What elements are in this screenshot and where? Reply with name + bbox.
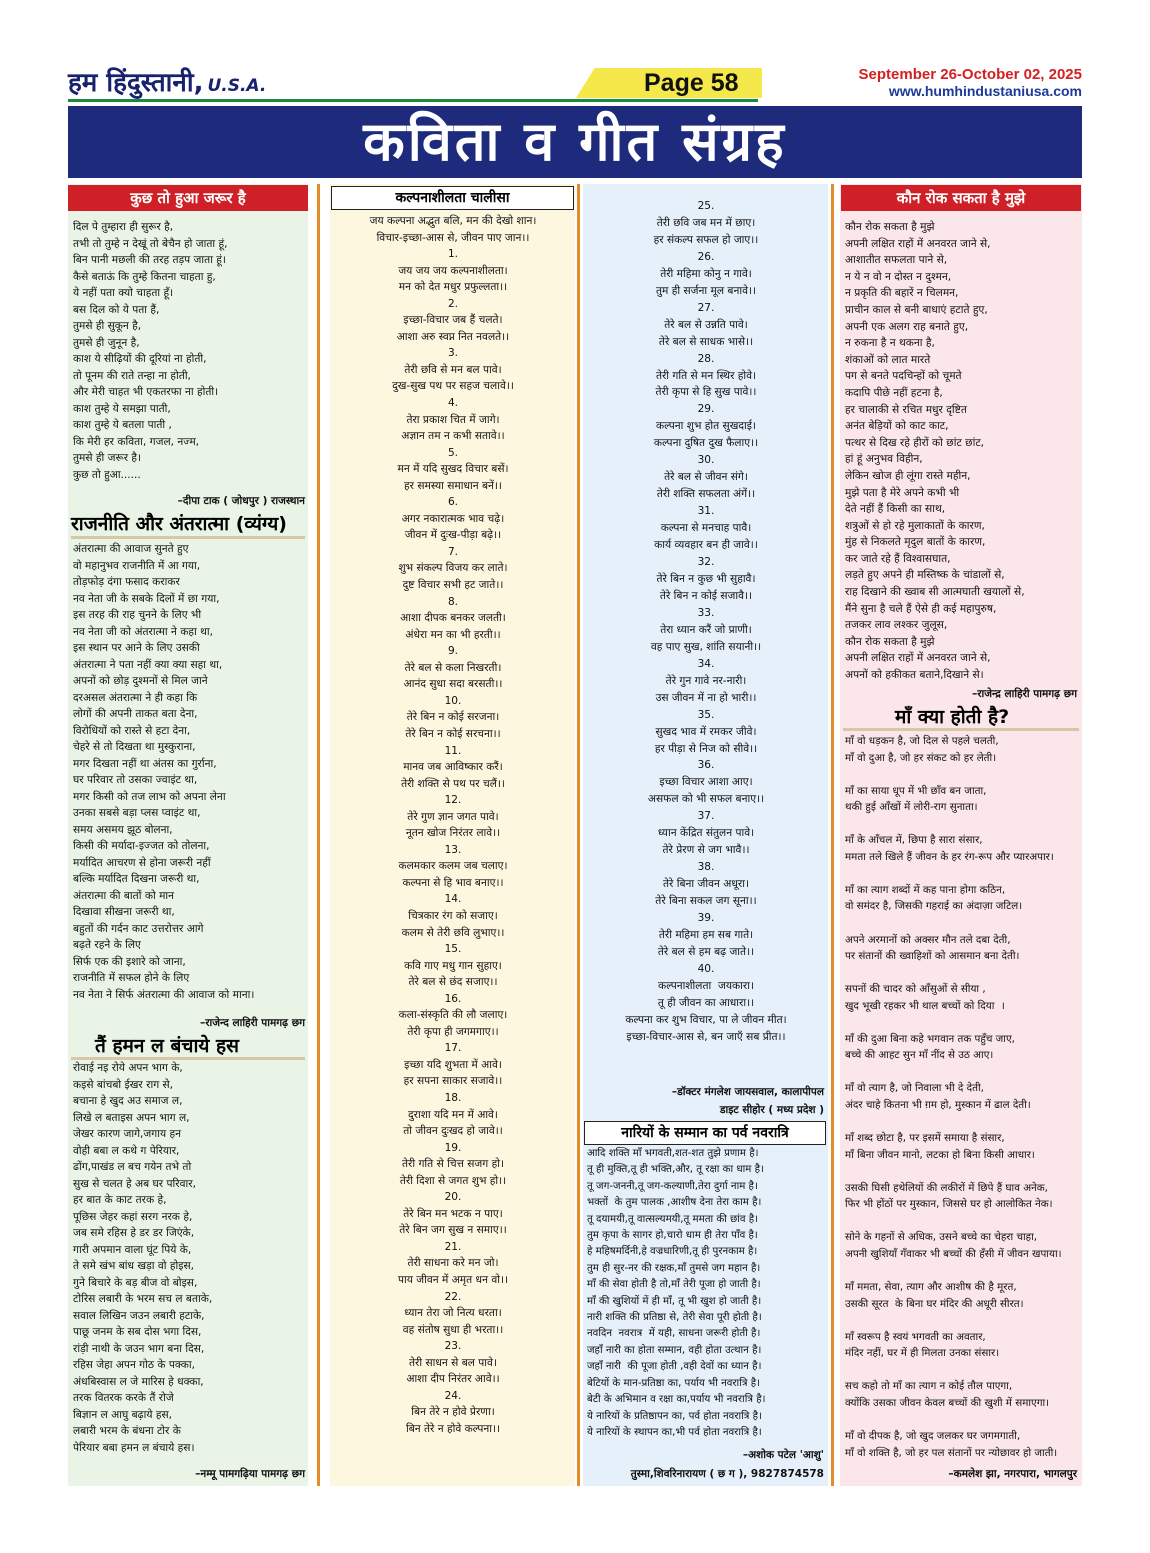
poem-text-kalpana-part-1: जय कल्पना अद्भुत बलि, मन की देखो शान। विचार-इच्छा-आस से, जीवन पाए जान।। 1. जय जय जय कल्पनाशीलता। मन को देत मधुर प्रफुल्लता।। 2. इच्छा-विचार जब हैं चलते। आशा अरु स्वप्न नित नवलते।। 3. तेरी छवि से मन बल पावे। दुख-सुख पथ पर सहज चलावे।। 4. तेरा प्रकाश चित में जागे। अज्ञान तम न कभी सतावे।। 5. मन में यदि सुखद विचार बसें। हर समस्या समाधान बनें।। 6. अगर नकारात्मक भाव चढ़े। जीवन में दुःख-पीड़ा बढ़े।। 7. शुभ संकल्प विजय कर लाते। दुष्ट विचार सभी हट जाते।। 8. आशा दीपक बनकर जलती। अंधेरा मन का भी हरती।। 9. तेरे बल से कला निखरती। आनंद सुधा सदा बरसती।। 10. तेरे बिन न कोई सरजना। तेरे बिन न कोई सरचना।। 11. मानव जब आविष्कार करैं। तेरी शक्ति से पथ पर चलैं।। 12. तेरे गुण ज्ञान जगत पावे। नूतन खोज निरंतर लावे।। 13. कलमकार कलम जब चलाए। कल्पना से हि भाव बनाए।। 14. चित्रकार रंग को सजाए। कलम से तेरी छवि लुभाए।। 15. कवि गाए मधु गान सुहाए। तेरे बल से छंद सजाए।। 16. कला-संस्कृति की लौ जलाए। तेरी कृपा ही जगमगाए।। 17. इच्छा यदि शुभता में आवे। हर सपना साकार सजावे।। 18. दुराशा यदि मन में आवे। तो जीवन दुःखद हो जावे।। 19. तेरी गति से चित्त सजग हो। तेरी दिशा से जगत शुभ हो।। 20. तेरे बिन मन भटक न पाए। तेरे बिन जग सुख न समाए।। 21. तेरी साधना करे मन जो। पाय जीवन में अमृत धन वो।। 22. ध्यान तेरा जो नित्य धरता। वह संतोष सुधा ही भरता।। 23. तेरी साधन से बल पावे। आशा दीप निरंतर आवे।। 24. बिन तेरे न होवे प्रेरणा। बिन तेरे न होवे कल्पना।। bbox=[369, 215, 537, 1435]
poem-text-nariyon: आदि शक्ति माँ भगवती,शत-शत तुझे प्रणाम है। तू ही मुक्ति,तू ही भक्ति,और, तू रक्षा का धाम है। तू जग-जननी,तू जग-कल्याणी,तेरा दुर्गा नाम है। भक्तों के तुम पालक ,आशीष देना तेरा काम है। तू दयामयी,तू वात्सल्यमयी,तू ममता की छांव है। तुम कृपा के सागर हो,चारो धाम ही तेरा पाँव है। हे महिषमर्दिनी,हे वज्रधारिणी,तू ही पुरनकाम है। तुम ही सुर-नर की रक्षक,माँ तुमसे जग महान है। माँ की सेवा होती है तो,माँ तेरी पूजा हो जाती है। माँ की खुशियों में ही माँ, तू भी खुश हो जाती है। नारी शक्ति की प्रतिष्ठा से, तेरी सेवा पूरी होती है। नवदिन नवरात्र में यही, साधना जरूरी होती है। जहाँ नारी का होता सम्मान, वही होता उत्थान है। जहाँ नारी की पूजा होती ,वही देवों का ध्यान है। बेटियों के मान-प्रतिष्ठा का, पर्याय भी नवरात्रि है। बेटी के अभिमान व रक्षा का,पर्याय भी नवरात्रि है। ये नारियों के प्रतिष्ठापन का, पर्व होता नवरात्रि है। ये नारियों के स्थापन का,भी पर्व होता नवरात्रि है। bbox=[587, 1148, 766, 1438]
section-banner bbox=[68, 106, 1082, 178]
masthead-underline bbox=[68, 99, 758, 102]
poem-text-kuch-to-hua: दिल पे तुम्हारा ही सुरूर है, तभी तो तुम्हे न देखूं तो बेचैन हो जाता हूं, बिन पानी मछली की तरह तड़प जाता हूं। कैसे बताऊं कि तुम्हे कितना चाहता हु, ये नहीं पता क्यो चाहता हूँ। बस दिल को ये पता हैं, तुमसे ही सुकून है, तुमसे ही जुनून है, काश ये सीढ़ियों की दूरियां ना होती, तो पूनम की राते तन्हा ना होती, और मेरी चाहत भी एकतरफा ना होती। काश तुम्हे ये समझा पाती, काश तुम्हे ये बतला पाती , कि मेरी हर कविता, गजल, नज्म, तुमसे ही जरूर है। कुछ तो हुआ...... bbox=[73, 221, 228, 481]
poem-title-nariyon: नारियों के सम्मान का पर्व नवरात्रि bbox=[584, 1121, 826, 1145]
masthead bbox=[68, 66, 1082, 102]
poem-text-maa: माँ वो धड़कन है, जो दिल से पहले चलती, माँ वो दुआ है, जो हर संकट को हर लेती। माँ का साया धूप में भी छाँव बन जाता, थकी हुई आँखों में लोरी-राग सुनाता। माँ के आँचल में, छिपा है सारा संसार, ममता तले खिले हैं जीवन के हर रंग-रूप और प्यारअपार। माँ का त्याग शब्दों में कह पाना होगा कठिन, वो समंदर है, जिसकी गहराई का अंदाज़ा जटिल। अपने अरमानों को अक्सर मौन तले दबा देती, पर संतानों की ख्वाहिशों को आसमान बना देती। सपनों की चादर को आँसुओं से सीया , खुद भूखी रहकर भी थाल बच्चों को दिया । माँ की दुआ बिना कहे भगवान तक पहुँच जाए, बच्चे की आहट सुन माँ नींद से उठ आए। माँ वो त्याग है, जो निवाला भी दे देती, अंदर चाहे कितना भी ग़म हो, मुस्कान में ढाल देती। माँ शब्द छोटा है, पर इसमें समाया है संसार, माँ बिना जीवन मानो, लटका हो बिना किसी आधार। उसकी घिसी हथेलियों की लकीरों में छिपे हैं घाव अनेक, फिर भी होंठों पर मुस्कान, जिससे घर हो आलोकित नेक। सोने के गहनों से अधिक, उसने बच्चे का चेहरा चाहा, अपनी खुशियाँ गँवाकर भी बच्चों की हँसी में जीवन खपाया। माँ ममता, सेवा, त्याग और आशीष की है मूरत, उसकी सूरत के बिना घर मंदिर की अधूरी सीरत। माँ स्वरूप है स्वयं भगवती का अवतार, मंदिर नहीं, घर में ही मिलता उनका संसार। सच कहो तो माँ का त्याग न कोई तौल पाएगा, क्योंकि उसका जीवन केवल बच्चों की खुशी में समाएगा। माँ वो दीपक है, जो खुद जलकर घर जगमगाती, माँ वो शक्ति है, जो हर पल संतानों पर न्योछावर हो जाती। bbox=[845, 735, 1062, 1459]
poem-author-rajniti: –राजेन्द लाहिरी पामगढ़ छग bbox=[199, 1017, 305, 1029]
poem-text-kaun-rok: कौन रोक सकता है मुझे अपनी लक्षित राहों में अनवरत जाने से, आशातीत सफलता पाने से, न ये न वो न दोस्त न दुश्मन, न प्रकृति की बहारें न चिलमन, प्राचीन काल से बनी बाधाएं हटाते हुए, अपनी एक अलग राह बनाते हुए, न रुकना है न थकना है, शंकाओं को लात मारते पग से बनते पदचिन्हों को चूमते कदापि पीछे नहीं हटना है, हर चालाकी से रचित मधुर दृष्टित अनंत बेड़ियों को काट काट, पत्थर से दिख रहे हीरों को छांट छांट, हां हूं अनुभव विहीन, लेकिन खोज ही लूंगा रास्ते महीन, मुझे पता है मेरे अपने कभी भी देते नहीं हैं किसी का साथ, शत्रुओं से हो रहे मुलाकातों के कारण, मुंह से निकलते मृदुल बातों के कारण, कर जाते रहे हैं विश्वासघात, लड़ते हुए अपने ही मस्तिष्क के चांडालों से, राह दिखाने की ख्वाब सी आत्मघाती खयालों से, मैंने सुना है चले हैं ऐसे ही कई महापुरुष, तजकर लाव लश्कर जुलूस, कौन रोक सकता है मुझे अपनी लक्षित राहों में अनवरत जाने से, अपनों को हकीकत बताने,दिखाने से। bbox=[845, 221, 1025, 682]
poem-title-rajniti: राजनीति और अंतरात्मा (व्यंग्य) bbox=[71, 513, 287, 535]
poem-author-nariyon: –अशोक पटेल 'आशु' bbox=[742, 1449, 824, 1461]
poem-author-kuch-to-hua: –दीपा टाक ( जोधपुर ) राजस्थान bbox=[177, 495, 305, 507]
title-underline bbox=[71, 536, 305, 539]
poem-title-kuch-to-hua: कुछ तो हुआ जरूर है bbox=[68, 185, 308, 211]
website-link[interactable]: www.humhindustaniusa.com bbox=[888, 83, 1082, 99]
poem-text-rajniti: अंतरात्मा की आवाज सुनते हुए वो महानुभव राजनीति में आ गया, तोड़फोड़ दंगा फसाद कराकर नव नेता जी के सबके दिलों में छा गया, इस तरह की राह चुनने के लिए भी नव नेता जी को अंतरात्मा ने कहा था, इस स्थान पर आने के लिए उसकी अंतरात्मा ने पता नहीं क्या क्या सहा था, अपनों को छोड़ दुश्मनों से मिल जाने दरअसल अंतरात्मा ने ही कहा कि लोगों की अपनी ताकत बता देना, विरोधियों को रास्ते से हटा देना, चेहरे से तो दिखता था मुस्कुराना, मगर दिखता नहीं था अंतस का गुर्राना, घर परिवार तो उसका ज्वाइंट था, मगर किसी को तज लाभ को अपना लेना उनका सबसे बड़ा प्लस प्वाइंट था, समय असमय झूठ बोलना, किसी की मर्यादा-इज्जत को तोलना, मर्यादित आचरण से होना जरूरी नहीं बल्कि मर्यादित दिखना जरूरी था, अंतरात्मा की बातों को मान दिखावा सीखना जरूरी था, बहुतों की गर्दन काट उत्तरोत्तर आगे बढ़ते रहने के लिए सिर्फ एक की इशारे को जाना, राजनीति में सफल होने के लिए नव नेता ने सिर्फ अंतरात्मा की आवाज को माना। bbox=[73, 543, 255, 1001]
column-rule bbox=[317, 184, 320, 1486]
paper-name bbox=[68, 66, 266, 100]
poem-title-maa: माँ क्या होती है? bbox=[895, 706, 1010, 728]
poem-author-hasan: –नम्मू पामगढ़िया पामगढ़ छग bbox=[195, 1468, 305, 1480]
poem-title-kaun-rok: कौन रोक सकता है मुझे bbox=[841, 185, 1081, 211]
poem-author-place-kalpana: डाइट सीहोर ( मध्य प्रदेश ) bbox=[719, 1104, 824, 1116]
poem-title-kalpana: कल्पनाशीलता चालीसा bbox=[331, 186, 574, 210]
column-rule bbox=[577, 184, 580, 1486]
poem-text-hasan: रोवाई नइ रोये अपन भाग के, कइसे बांचबो ईखर राग से, बचाना हे खुद अउ समाज ल, लिखे ल बताइस अपन भाग ल, जेखर कारण जागे,जगाय हन वोही बबा ल कथे ग पेरियार, ढोंग,पाखंड ल बच गयेन तभे तो सुख से चलत हे अब घर परिवार, हर बात के काट तरक हे, पूछिस जेहर कहां सरग नरक हे, जब समे रहिस हे डर डर जिएंके, गारी अपमान वाला घूंट पिये के, ते समे खंभ बांध खड़ा वो होइस, गुने बिचारे के बड़ बीज वो बोइस, टोरिस लबारी के भरम सच ल बताके, सवाल लिखिन जउन लबारी हटाके, पाछू जनम के सब दोस भगा दिस, रांड़ी नाथी के जउन भाग बना दिस, रहिस जेहा अपन गोठ के पक्का, अंधबिस्वास ल जे मारिस हे धक्का, तरक वितरक करके तैं रोजे बिज्ञान ल आघु बढ़ाये हस, लबारी भरम के बंधना टोर के पेरियार बबा हमन ल बंचाये हस। bbox=[73, 1062, 213, 1454]
page-number: Page 58 bbox=[644, 69, 739, 97]
paper-name-text: हम हिंदुस्तानी, bbox=[68, 68, 204, 98]
poem-author-place-nariyon: तुस्मा,शिवरिनारायण ( छ ग ), 9827874578 bbox=[630, 1468, 824, 1480]
column-rule bbox=[831, 184, 834, 1486]
poem-text-kalpana-part-2: 25. तेरी छवि जब मन में छाए। हर संकल्प सफल हो जाए।। 26. तेरी महिमा कोनु न गावे। तुम ही सर्जना मूल बनावे।। 27. तेरे बल से उन्नति पावे। तेरे बल से साधक भासे।। 28. तेरी गति से मन स्थिर होवे। तेरी कृपा से हि सुख पावे।। 29. कल्पना शुभ होत सुखदाई। कल्पना दुषित दुख फैलाए।। 30. तेरे बल से जीवन संगे। तेरी शक्ति सफलता अंगें।। 31. कल्पना से मनचाह पावै। कार्य व्यवहार बन ही जावे।। 32. तेरे बिन न कुछ भी सुहावै। तेरे बिन न कोई सजावै।। 33. तेरा ध्यान करैं जो प्राणी। वह पाए सुख, शांति सयानी।। 34. तेरे गुन गावे नर-नारी। उस जीवन में ना हो भारी।। 35. सुखद भाव में रमकर जीवे। हर पीड़ा से निज को सीवे।। 36. इच्छा विचार आशा आए। असफल को भी सफल बनाए।। 37. ध्यान केंद्रित संतुलन पावे। तेरे प्रेरण से जग भावै।। 38. तेरे बिना जीवन अधूरा। तेरे बिना सकल जग सूना।। 39. तेरी महिमा हम सब गाते। तेरे बल से हम बढ़ जाते।। 40. कल्पनाशीलता जयकारा। तू ही जीवन का आधारा।। कल्पना कर शुभ विचार, पा ले जीवन मीत। इच्छा-विचार-आस से, बन जाएँ सब प्रीत।। bbox=[625, 200, 787, 1043]
poem-title-hasan: तैं हमन ल बंचाये हस bbox=[95, 1035, 239, 1057]
poem-author-kalpana: –डॉक्टर मंगलेश जायसवाल, कालापीपल bbox=[671, 1086, 824, 1098]
section-title: कविता व गीत संग्रह bbox=[363, 110, 787, 173]
title-underline bbox=[843, 728, 1079, 731]
paper-name-suffix: U.S.A. bbox=[207, 76, 267, 96]
poem-author-kaun-rok: –राजेन्द्र लाहिरी पामगढ़ छग bbox=[971, 688, 1077, 700]
issue-date: September 26-October 02, 2025 bbox=[858, 66, 1082, 83]
poem-author-maa: –कमलेश झा, नगरपारा, भागलपुर bbox=[948, 1468, 1077, 1480]
